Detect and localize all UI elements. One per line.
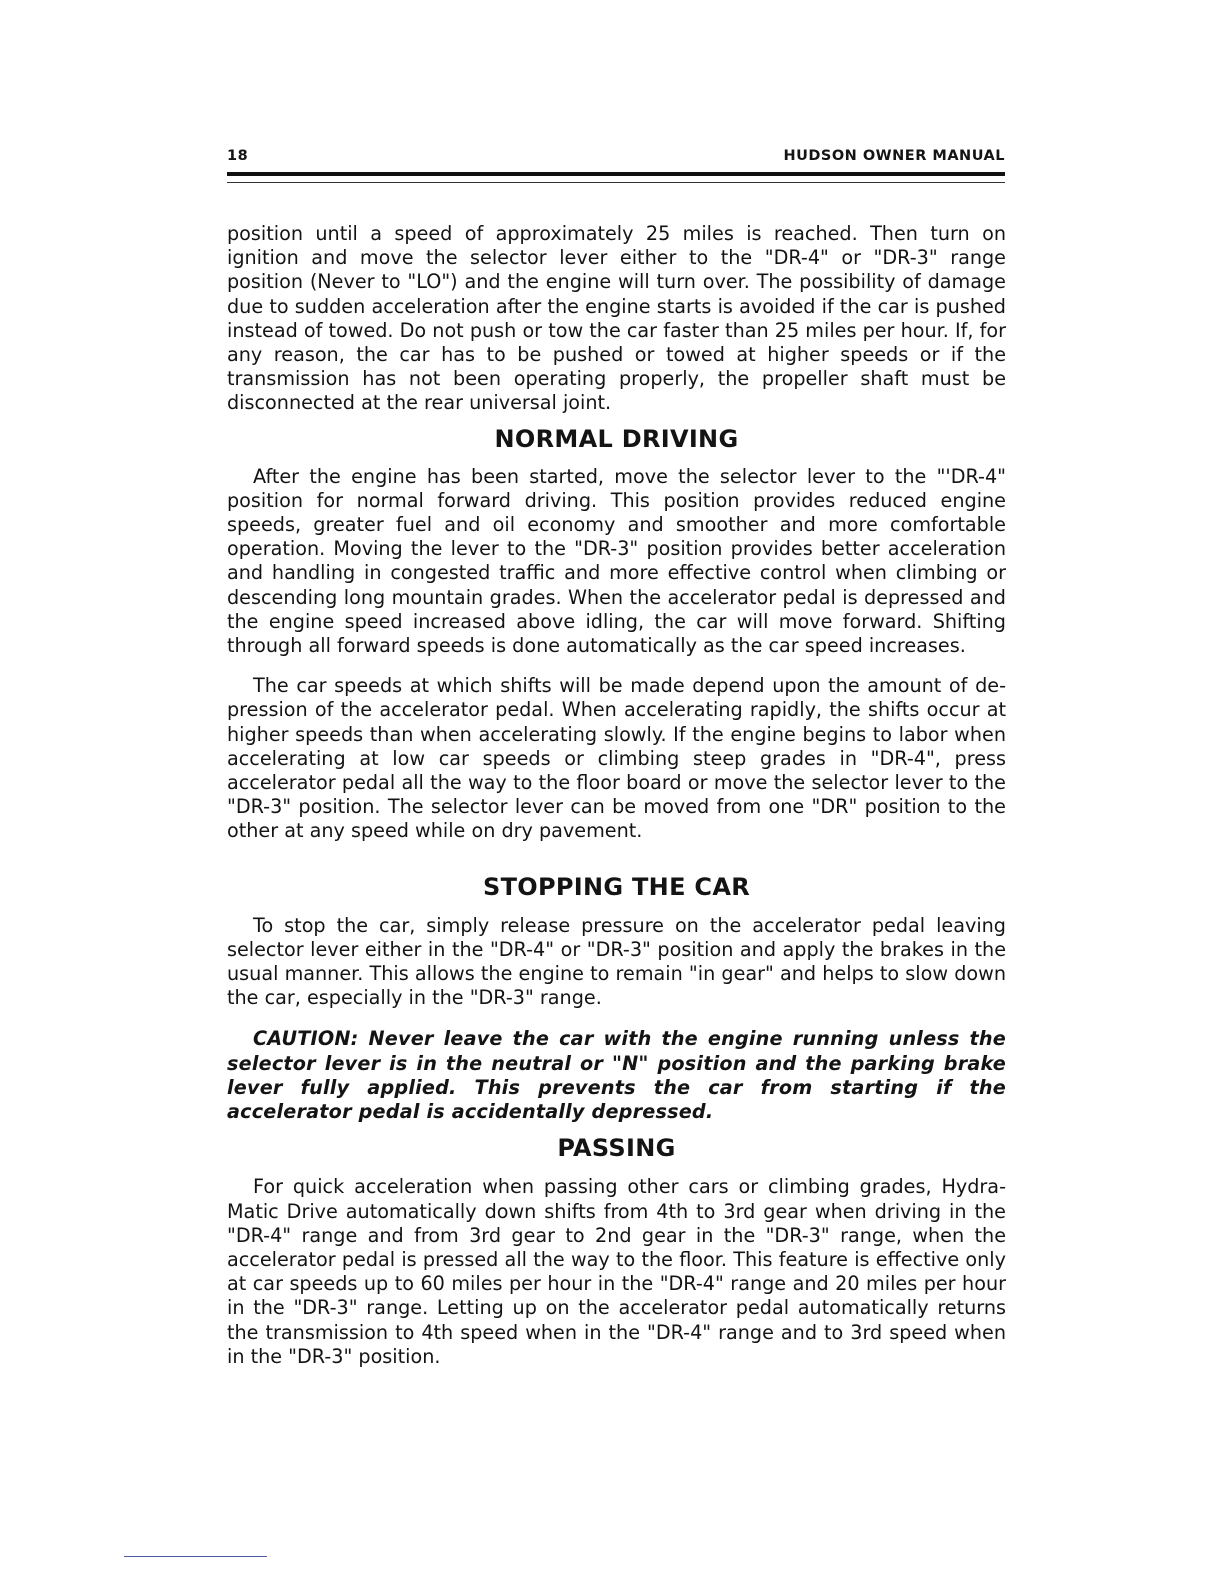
header-rule-thick (227, 172, 1005, 176)
normal-driving-paragraph-1: After the engine has been started, move the selector lever to the "'DR-4" position for normal forward driving. This position provides reduced engine speeds, greater fuel and oil economy and smoother and more comfortable operation. Moving the lever to the "DR-3" position provides better acceleration and handling in congested traffic and more effective control when climbing or descending long mountain grades. When the accelerator pedal is depressed and the engine speed increased above idling, the car will move forward. Shifting through all forward speeds is done automatically as the car speed increases. (227, 464, 1006, 658)
page-header (227, 146, 1005, 168)
passing-paragraph: For quick acceleration when passing other cars or climbing grades, Hydra-Matic Drive automatically down shifts from 4th to 3rd gear when driving in the "DR-4" range and from 3rd gear to 2nd gear in the "DR-3" range, when the accelerator pedal is pressed all the way to the floor. This feature is effective only at car speeds up to 60 miles per hour in the "DR-4" range and 20 miles per hour in the "DR-3" range. Letting up on the accelerator pedal automatically returns the transmission to 4th speed when in the "DR-4" range and to 3rd speed when in the "DR-3" position. (227, 1175, 1006, 1368)
caution-note: CAUTION: Never leave the car with the engine running unless the selector lever is in the neutral or "N" position and the parking brake lever fully applied. This prevents the car from starting if the accelerator pedal is accidentally depressed. (227, 1027, 1006, 1124)
stopping-the-car-paragraph: To stop the car, simply release pressure on the accelerator pedal leaving selector lever either in the "DR-4" or "DR-3" position and apply the brakes in the usual manner. This allows the engine to remain "in gear" and helps to slow down the car, especially in the "DR-3" range. (227, 913, 1006, 1010)
header-rule-thin (227, 182, 1005, 183)
footer-line (124, 1556, 267, 1557)
page-body (227, 222, 1006, 1369)
stopping-the-car-heading: STOPPING THE CAR (483, 872, 750, 901)
page-number: 18 (227, 148, 249, 164)
normal-driving-paragraph-2: The car speeds at which shifts will be made depend upon the amount of depression of the accelerator pedal. When accelerating rapidly, the shifts occur at higher speeds than when accelerating slowly. If the engine begins to labor when accelerating at low car speeds or climbing steep grades in "DR-4", press accelerator pedal all the way to the floor board or move the selector lever to the "DR-3" position. The selector lever can be moved from one "DR" position to the other at any speed while on dry pavement. (227, 674, 1006, 843)
running-title: HUDSON OWNER MANUAL (783, 148, 1005, 164)
normal-driving-heading: NORMAL DRIVING (494, 424, 739, 453)
intro-paragraph: position until a speed of approximately 25 miles is reached. Then turn on ignition and move the selector lever either to the "DR-4" or "DR-3" range position (Never to "LO") and the engine will turn over. The possibility of damage due to sudden acceleration after the engine starts is avoided if the car is pushed instead of towed. Do not push or tow the car faster than 25 miles per hour. If, for any reason, the car has to be pushed or towed at higher speeds or if the transmission has not been operating properly, the propeller shaft must be disconnected at the rear universal joint. (227, 222, 1006, 415)
passing-heading: PASSING (557, 1134, 676, 1163)
